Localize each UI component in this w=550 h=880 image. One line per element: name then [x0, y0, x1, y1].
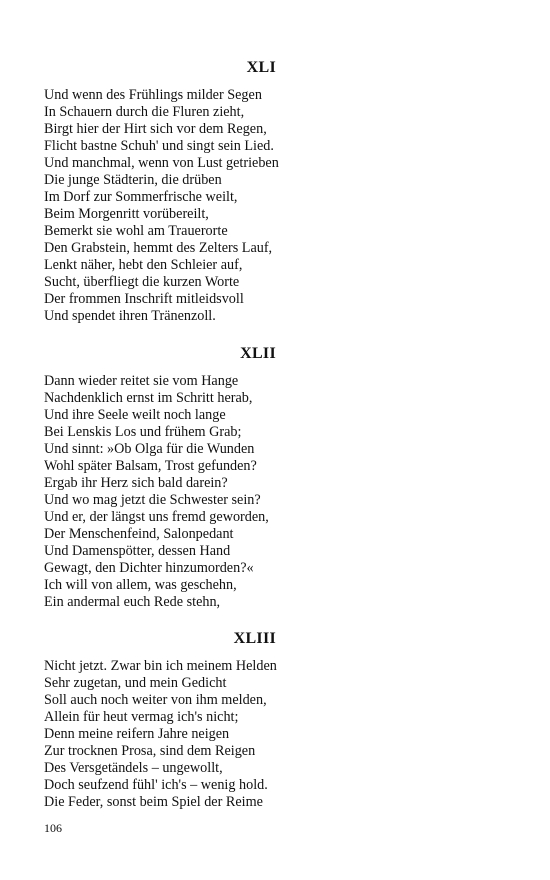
verse-line: Und spendet ihren Tränenzoll. [44, 308, 216, 324]
verse-line: Birgt hier der Hirt sich vor dem Regen, [44, 121, 267, 137]
verse-line: Und Damenspötter, dessen Hand [44, 543, 231, 559]
verse-line: Gewagt, den Dichter hinzumorden?« [44, 560, 254, 576]
verse-line: Ein andermal euch Rede stehn, [44, 594, 221, 610]
verse-line: Soll auch noch weiter von ihm melden, [44, 692, 267, 708]
verse-line: Des Versgetändels – ungewollt, [44, 760, 223, 776]
stanza-xliii [44, 629, 514, 811]
verse-line: Und wo mag jetzt die Schwester sein? [44, 492, 261, 508]
verse-line: Die Feder, sonst beim Spiel der Reime [44, 794, 263, 810]
verse-line: Nicht jetzt. Zwar bin ich meinem Helden [44, 658, 277, 674]
verse-line: Die junge Städterin, die drüben [44, 172, 222, 188]
stanza-xlii [44, 344, 514, 611]
verse-line: Doch seufzend fühl' ich's – wenig hold. [44, 777, 268, 793]
verse-line: Zur trocknen Prosa, sind dem Reigen [44, 743, 256, 759]
verse-line: Lenkt näher, hebt den Schleier auf, [44, 257, 243, 273]
stanza-heading: XLI [246, 59, 276, 76]
verse-line: Nachdenklich ernst im Schritt herab, [44, 390, 253, 406]
verse-line: In Schauern durch die Fluren zieht, [44, 104, 245, 120]
verse-line: Und manchmal, wenn von Lust getrieben [44, 155, 279, 171]
verse-line: Denn meine reifern Jahre neigen [44, 726, 230, 742]
stanza-lines [44, 373, 514, 611]
verse-line: Der Menschenfeind, Salonpedant [44, 526, 234, 542]
verse-line: Und ihre Seele weilt noch lange [44, 407, 226, 423]
verse-line: Allein für heut vermag ich's nicht; [44, 709, 239, 725]
verse-line: Sucht, überfliegt die kurzen Worte [44, 274, 240, 290]
verse-line: Dann wieder reitet sie vom Hange [44, 373, 239, 389]
verse-line: Bemerkt sie wohl am Trauerorte [44, 223, 228, 239]
verse-line: Und sinnt: »Ob Olga für die Wunden [44, 441, 255, 457]
verse-line: Ich will von allem, was geschehn, [44, 577, 237, 593]
verse-line: Wohl später Balsam, Trost gefunden? [44, 458, 257, 474]
stanza-lines [44, 87, 514, 325]
stanza-heading: XLIII [233, 630, 276, 647]
verse-line: Ergab ihr Herz sich bald darein? [44, 475, 228, 491]
verse-line: Und er, der längst uns fremd geworden, [44, 509, 269, 525]
stanza-xli [44, 58, 514, 325]
page-number: 106 [44, 821, 62, 835]
verse-line: Und wenn des Frühlings milder Segen [44, 87, 262, 103]
verse-line: Den Grabstein, hemmt des Zelters Lauf, [44, 240, 273, 256]
verse-line: Flicht bastne Schuh' und singt sein Lied. [44, 138, 274, 154]
verse-line: Im Dorf zur Sommerfrische weilt, [44, 189, 238, 205]
verse-line: Der frommen Inschrift mitleidsvoll [44, 291, 244, 307]
stanza-heading: XLII [240, 345, 276, 362]
verse-line: Bei Lenskis Los und frühem Grab; [44, 424, 242, 440]
stanza-lines [44, 658, 514, 811]
verse-line: Sehr zugetan, und mein Gedicht [44, 675, 227, 691]
verse-line: Beim Morgenritt vorübereilt, [44, 206, 209, 222]
